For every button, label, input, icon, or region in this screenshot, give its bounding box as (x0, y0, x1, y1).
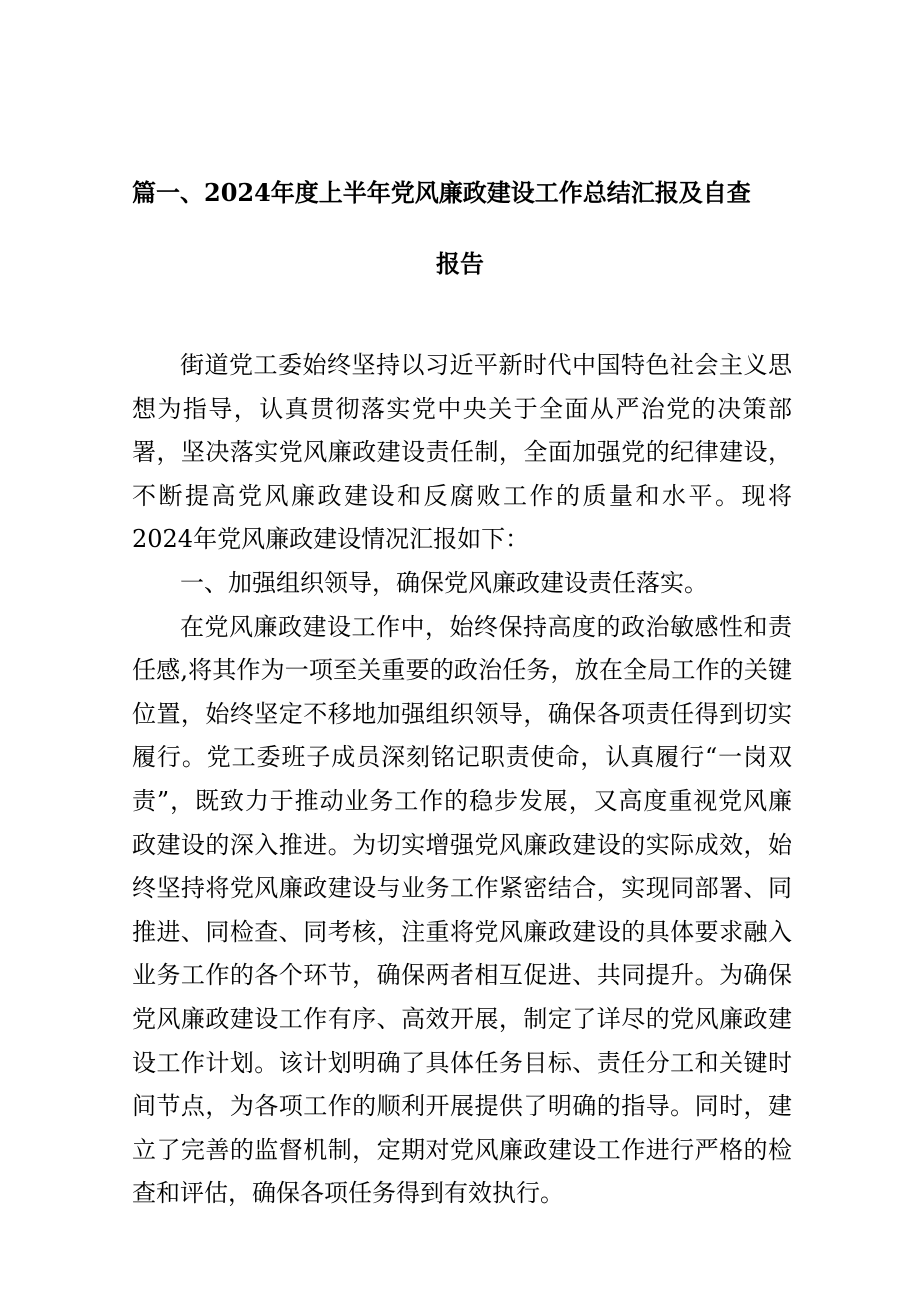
section-heading: 一、加强组织领导，确保党风廉政建设责任落实。 (180, 568, 708, 597)
intro-paragraph: 街道党工委始终坚持以习近平新时代中国特色社会主义思想为指导，认真贯彻落实党中央关于全面从严治党的决策部署，坚决落实党风廉政建设责任制，全面加强党的纪律建设，不断提高党风廉政建设和反腐败工作的质量和水平。现将2024年党风廉政建设情况汇报如下： (132, 351, 792, 554)
document-body (132, 344, 792, 1216)
body-paragraph: 在党风廉政建设工作中，始终保持高度的政治敏感性和责任感,将其作为一项至关重要的政治任务，放在全局工作的关键位置，始终坚定不移地加强组织领导，确保各项责任得到切实履行。党工委班子成员深刻铭记职责使命，认真履行“一岗双责”，既致力于推动业务工作的稳步发展，又高度重视党风廉政建设的深入推进。为切实增强党风廉政建设的实际成效，始终坚持将党风廉政建设与业务工作紧密结合，实现同部署、同推进、同检查、同考核，注重将党风廉政建设的具体要求融入业务工作的各个环节，确保两者相互促进、共同提升。为确保党风廉政建设工作有序、高效开展，制定了详尽的党风廉政建设工作计划。该计划明确了具体任务目标、责任分工和关键时间节点，为各项工作的顺利开展提供了明确的指导。同时，建立了完善的监督机制，定期对党风廉政建设工作进行严格的检查和评估，确保各项任务得到有效执行。 (132, 612, 792, 1208)
document-title-continuation: 报告 (436, 249, 484, 278)
document-title: 篇一、2024年度上半年党风廉政建设工作总结汇报及自查 (132, 178, 751, 207)
